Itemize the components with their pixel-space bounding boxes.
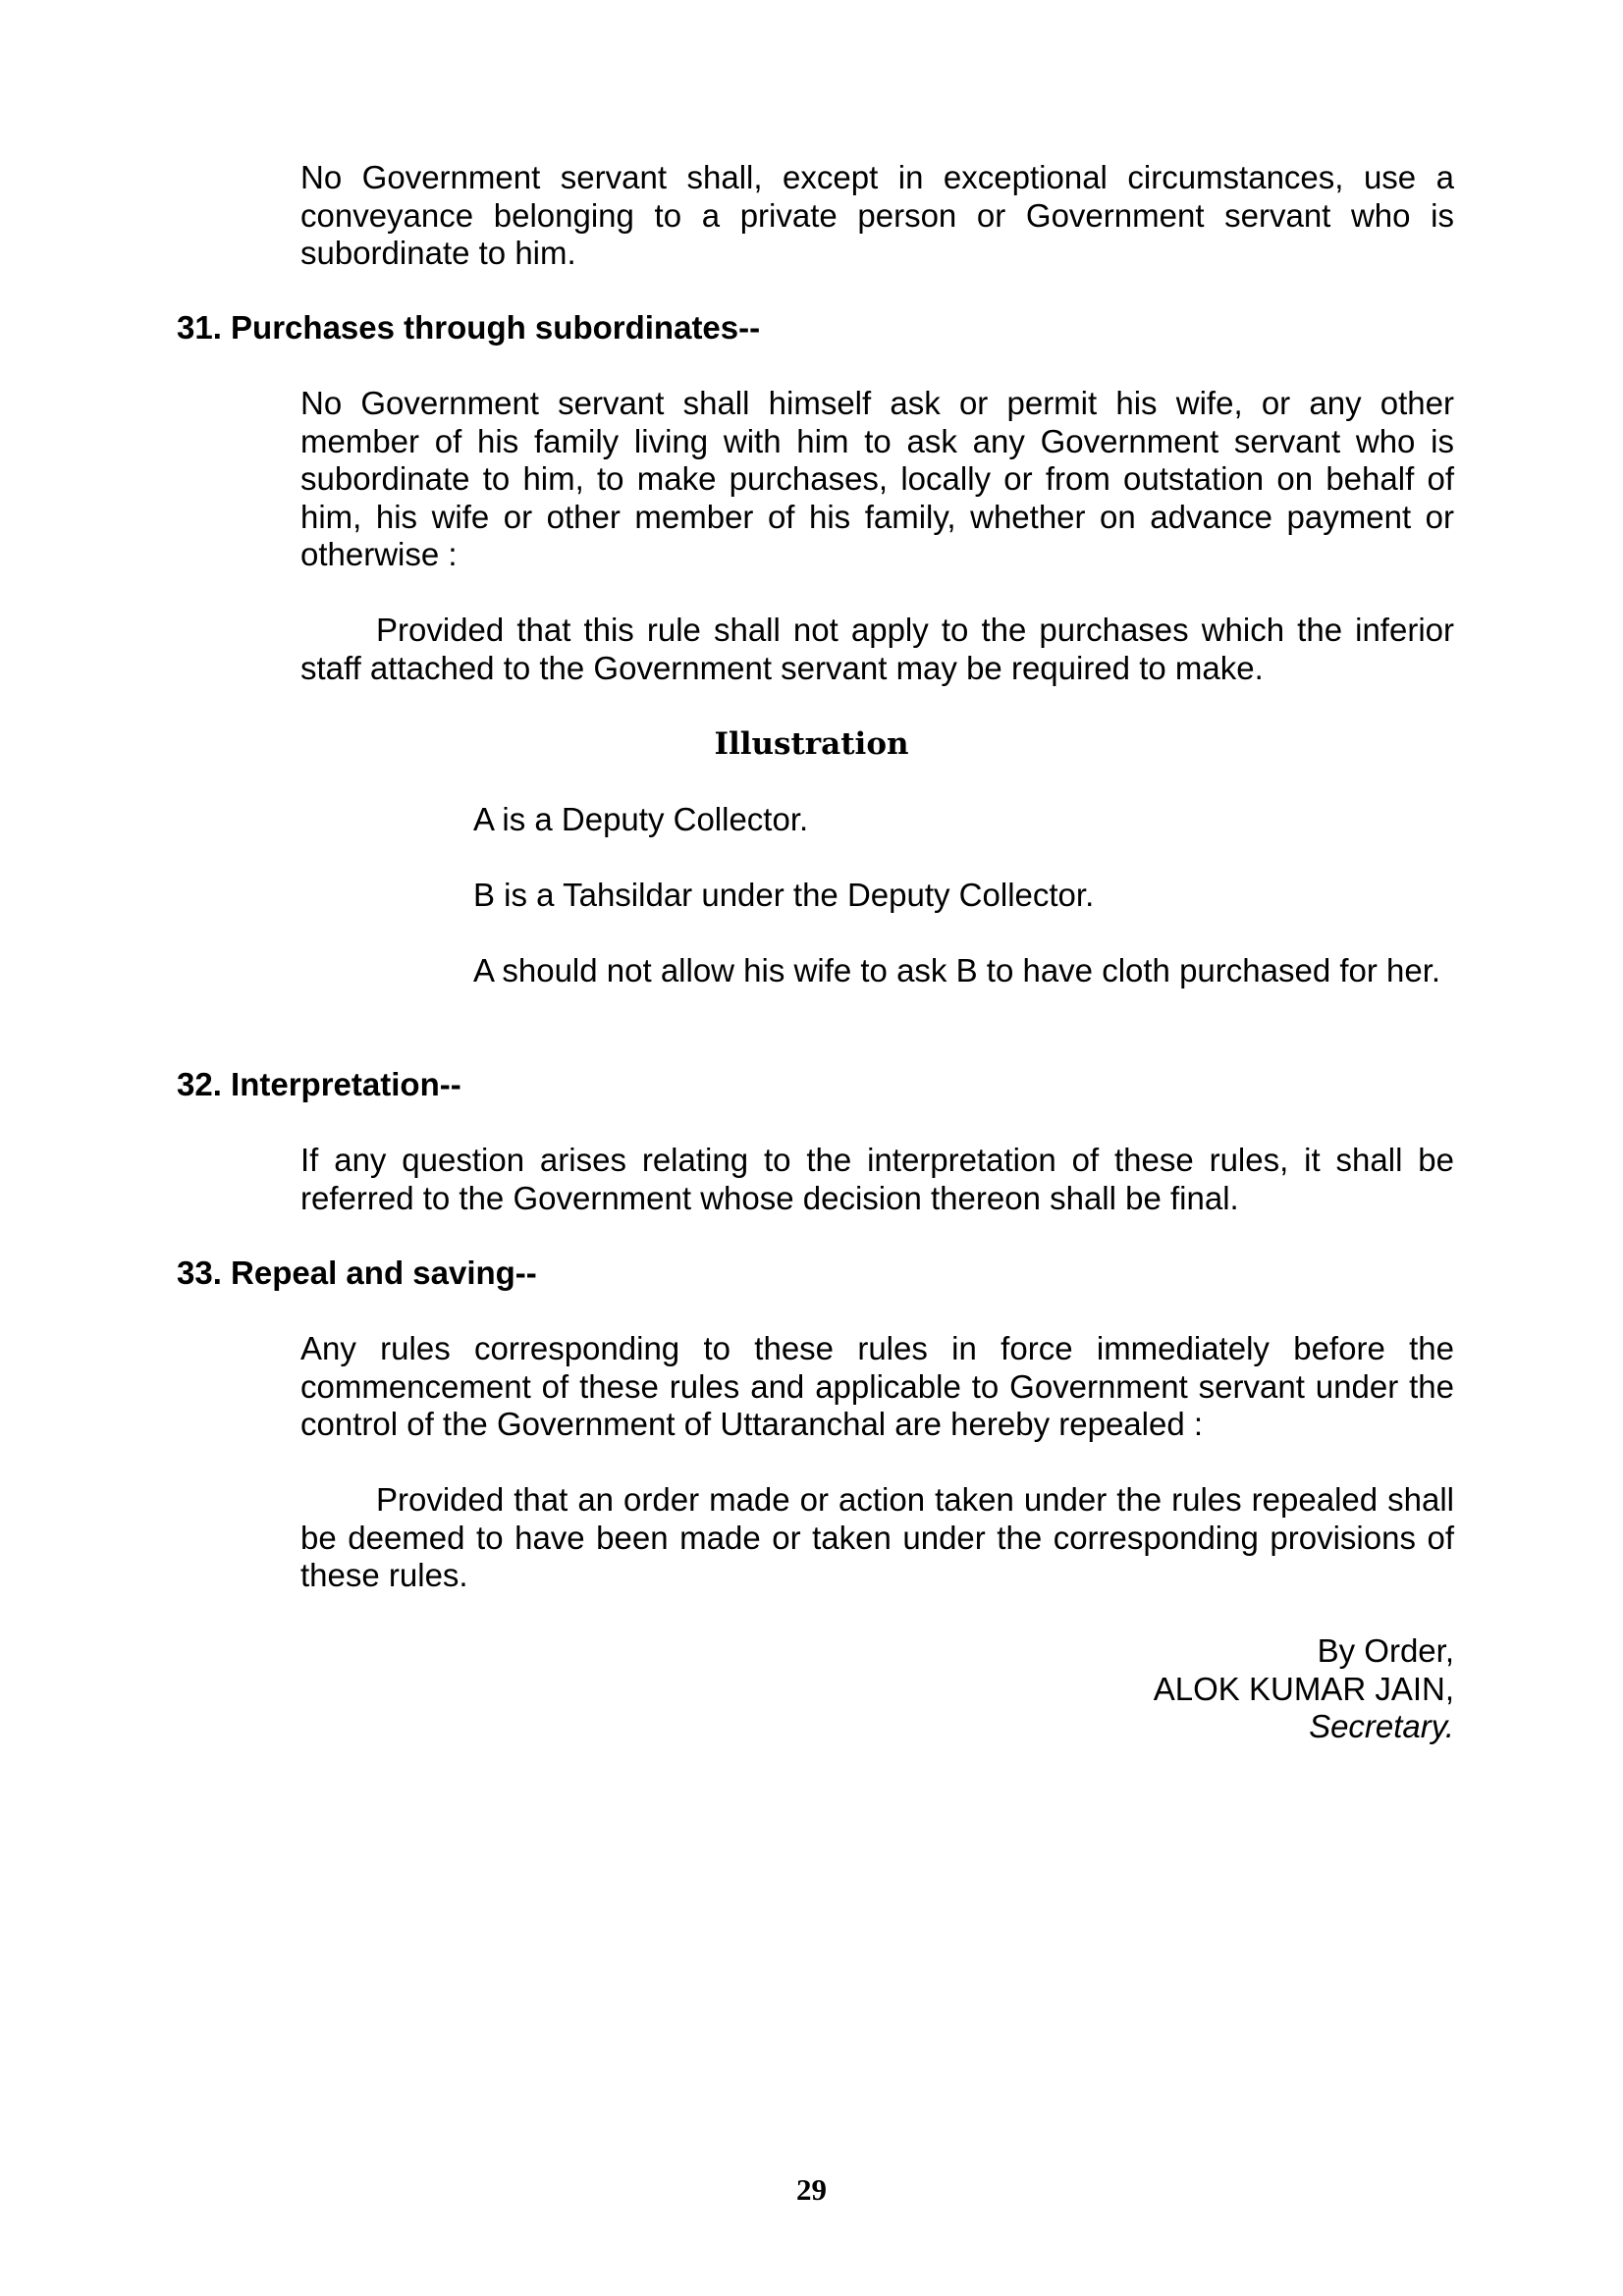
signature-block <box>1154 1632 1454 1746</box>
rule-31-body: No Government servant shall himself ask or permit his wife, or any other member of his family living with him to ask any Government servant who is subordinate to him, to make purchases, locally or from outstation on behalf of him, his wife or other member of his family, whether on advance payment or otherwise : <box>300 385 1454 572</box>
signature-by-order: By Order, <box>1317 1632 1454 1669</box>
intro-paragraph: No Government servant shall, except in exceptional circumstances, use a conveyance belonging to a private person or Government servant who is subordinate to him. <box>300 159 1454 271</box>
rule-31-proviso: Provided that this rule shall not apply to the purchases which the inferior staff attached to the Government servant may be required to make. <box>300 612 1454 686</box>
illustration-line: B is a Tahsildar under the Deputy Collector. <box>473 877 1095 913</box>
signature-name: ALOK KUMAR JAIN, <box>1153 1670 1454 1707</box>
signature-designation: Secretary. <box>1309 1708 1454 1744</box>
illustration-line: A should not allow his wife to ask B to have cloth purchased for her. <box>473 952 1441 988</box>
rule-33-body: Any rules corresponding to these rules in force immediately before the commencement of these rules and applicable to Government servant under the control of the Government of Uttaranchal are hereby repealed : <box>300 1330 1454 1442</box>
rule-31-heading: 31. Purchases through subordinates-- <box>177 309 761 346</box>
illustration-line: A is a Deputy Collector. <box>473 801 809 837</box>
rule-33-proviso: Provided that an order made or action taken under the rules repealed shall be deemed to have been made or taken under the corresponding provisions of these rules. <box>300 1481 1454 1593</box>
rule-32-heading: 32. Interpretation-- <box>177 1066 461 1102</box>
rule-33-heading: 33. Repeal and saving-- <box>177 1255 537 1291</box>
illustration-title: Illustration <box>714 726 909 762</box>
page-number: 29 <box>796 2172 827 2207</box>
rule-32-body: If any question arises relating to the interpretation of these rules, it shall be referred to the Government whose decision thereon shall be final. <box>300 1142 1454 1216</box>
